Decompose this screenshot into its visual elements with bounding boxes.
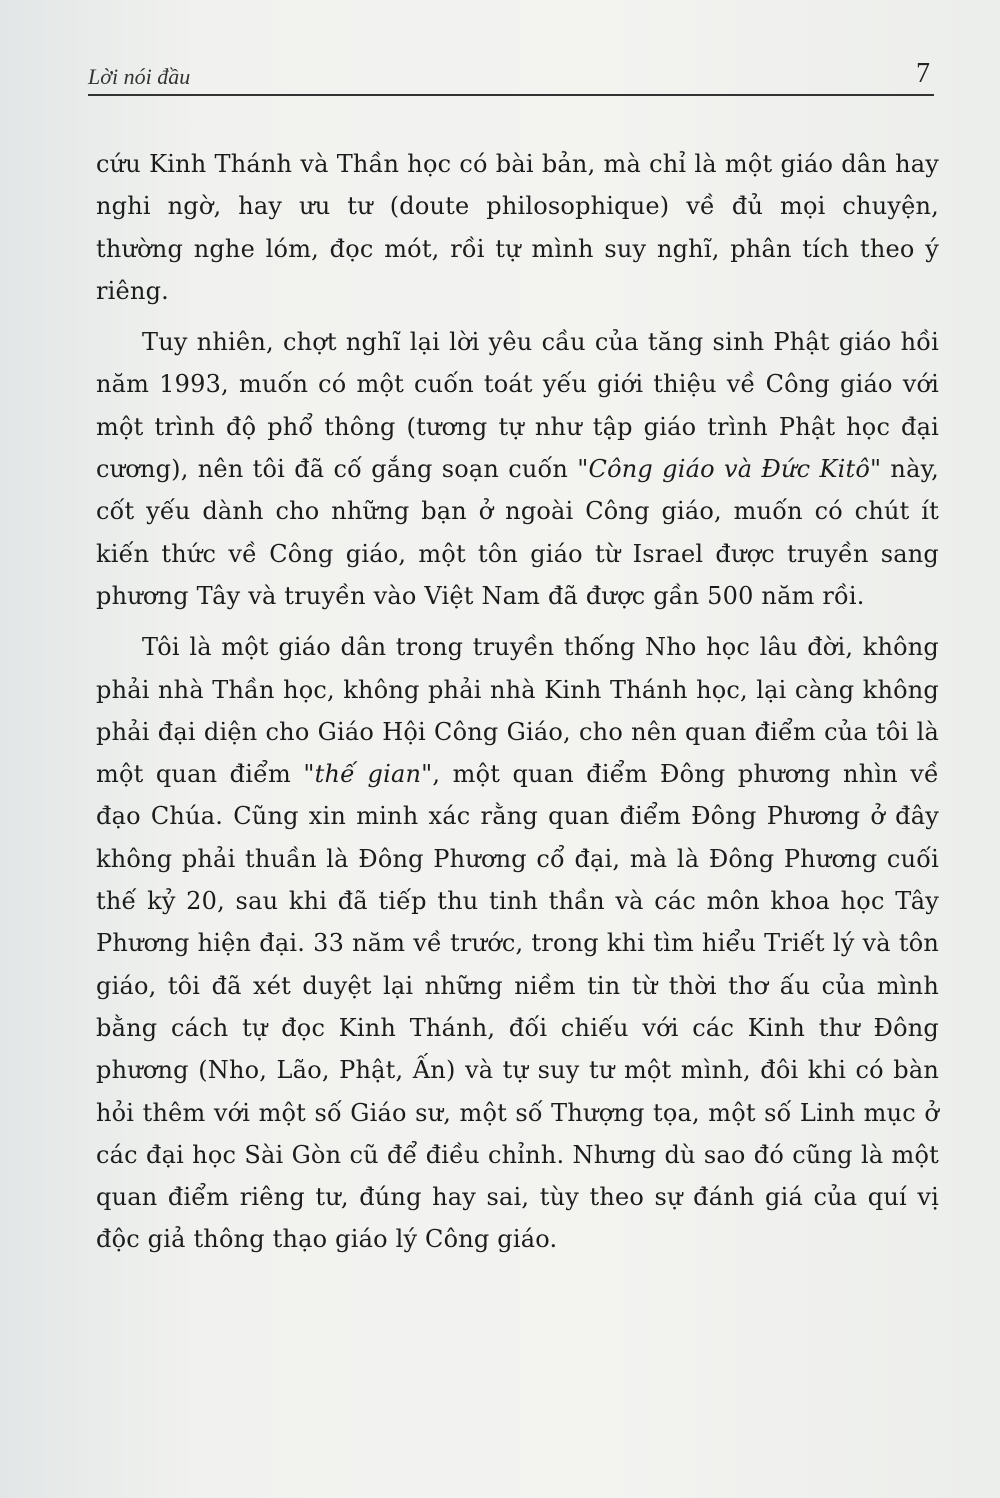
page-number: 7 [916,58,930,89]
paragraph-3-text-a: Tôi là một giáo dân trong truyền thống Nho học lâu đời, không phải nhà Thần học, không phải nhà Kinh Thánh học, lại càng không phải đại diện cho Giáo Hội Công Giáo, cho nên quan điểm của tôi là một quan điểm [96,633,939,789]
body-text [96,143,939,1261]
paragraph-2-text-a: Tuy nhiên, chợt nghĩ lại lời yêu cầu của tăng sinh Phật giáo hồi năm 1993, muốn có một cuốn toát yếu giới thiệu về Công giáo với một trình độ phổ thông (tương tự như tập giáo trình Phật học đại cương), nên tôi đã cố gắng soạn cuốn [96,328,939,484]
the-gian-quote: "thế gian" [303,760,433,789]
book-title-quote: "Công giáo và Đức Kitô" [577,455,882,484]
paragraph-2 [96,321,939,617]
paragraph-2-text-b: này, cốt yếu dành cho những bạn ở ngoài Công giáo, muốn có chút ít kiến thức về Công giáo, một tôn giáo từ Israel được truyền sang phương Tây và truyền vào Việt Nam đã được gần 500 năm rồi. [96,455,939,610]
section-title: Lời nói đầu [88,64,191,89]
running-header [88,58,934,96]
paragraph-1 [96,143,939,312]
paragraph-3 [96,626,939,1260]
paragraph-3-text-b: , một quan điểm Đông phương nhìn về đạo Chúa. Cũng xin minh xác rằng quan điểm Đông Phương ở đây không phải thuần là Đông Phương cổ đại, mà là Đông Phương cuối thế kỷ 20, sau khi đã tiếp thu tinh thần và các môn khoa học Tây Phương hiện đại. 33 năm về trước, trong khi tìm hiểu Triết lý và tôn giáo, tôi đã xét duyệt lại những niềm tin từ thời thơ ấu của mình bằng cách tự đọc Kinh Thánh, đối chiếu với các Kinh thư Đông phương (Nho, Lão, Phật, Ấn) và tự suy tư một mình, đôi khi có bàn hỏi thêm với một số Giáo sư, một số Thượng tọa, một số Linh mục ở các đại học Sài Gòn cũ để điều chỉnh. Nhưng dù sao đó cũng là một quan điểm riêng tư, đúng hay sai, tùy theo sự đánh giá của quí vị độc giả thông thạo giáo lý Công giáo. [96,760,940,1254]
paragraph-1-text: cứu Kinh Thánh và Thần học có bài bản, mà chỉ là một giáo dân hay nghi ngờ, hay ưu tư (doute philosophique) về đủ mọi chuyện, thường nghe lóm, đọc mót, rồi tự mình suy nghĩ, phân tích theo ý riêng. [96,150,939,305]
